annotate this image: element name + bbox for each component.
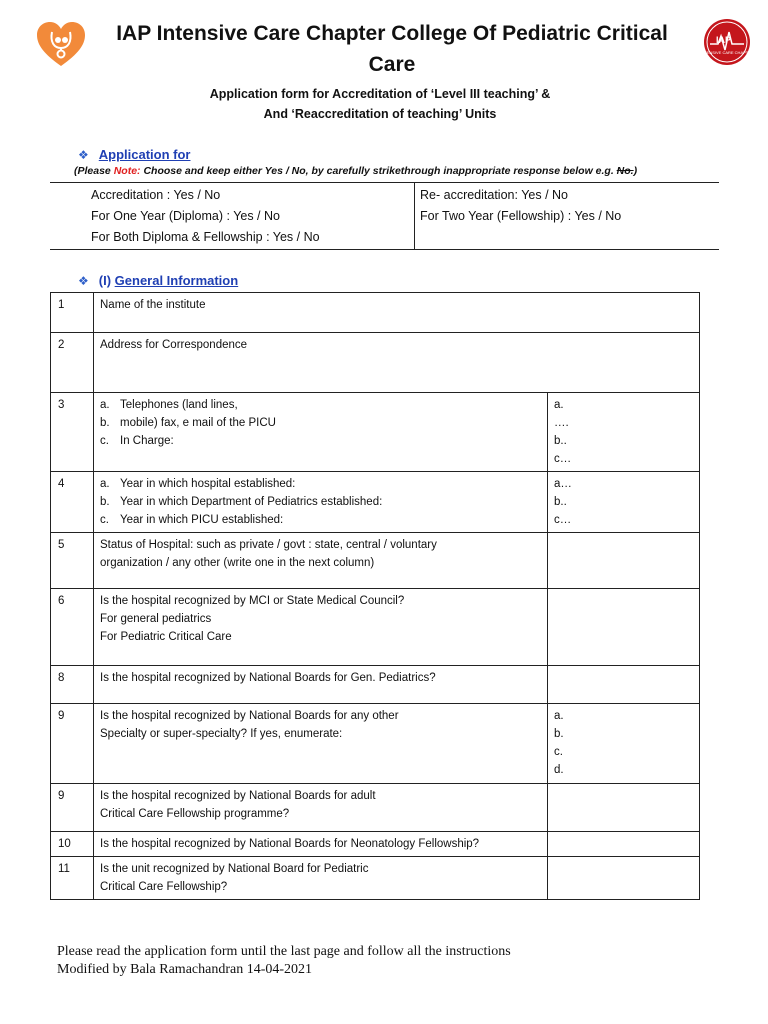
general-info-heading: ❖ (I) General Information [78,273,239,288]
diamond-bullet-icon: ❖ [78,274,89,288]
contact-answer-field[interactable]: a. …. b.. c… [548,393,700,472]
form-subtitle: Application form for Accreditation of ‘Level III teaching’ & And ‘Reaccreditation of teaching’ Units [209,87,551,121]
nbe-pediatrics-answer-field[interactable] [548,666,700,704]
logo-abbr: IAP [716,35,732,45]
accreditation-option[interactable]: Accreditation : Yes / No [91,188,221,202]
adult-cc-answer-field[interactable] [548,784,700,832]
diamond-bullet-icon: ❖ [78,148,89,162]
table-row: 3 a. Telephones (land lines, b. mobile) fax, e mail of the PICU c. In Charge: a. …. b.. c… [51,393,700,472]
logo-text: INTENSIVE CARE CHAPTER [702,50,752,55]
table-row: 10 Is the hospital recognized by National Boards for Neonatology Fellowship? [51,832,700,857]
status-answer-field[interactable] [548,533,700,589]
one-year-option[interactable]: For One Year (Diploma) : Yes / No [91,209,280,223]
table-row: 1 Name of the institute [51,293,700,333]
specialty-answer-field[interactable]: a. b. c. d. [548,704,700,784]
table-row: 9 Is the hospital recognized by National Boards for adult Critical Care Fellowship programme? [51,784,700,832]
table-row: 6 Is the hospital recognized by MCI or State Medical Council? For general pediatrics For Pediatric Critical Care [51,589,700,666]
table-row: 5 Status of Hospital: such as private / govt : state, central / voluntary organization / any other (write one in the next column) [51,533,700,589]
picc-answer-field[interactable] [548,857,700,900]
mci-answer-field[interactable] [548,589,700,666]
page-title: IAP Intensive Care Chapter College Of Pediatric Critical Care [116,22,668,76]
application-options-table [50,182,719,250]
table-row: 8 Is the hospital recognized by National Boards for Gen. Pediatrics? [51,666,700,704]
page-footer: Please read the application form until the last page and follow all the instructions Modified by Bala Ramachandran 14-04-2021 [57,944,511,977]
years-answer-field[interactable]: a… b.. c… [548,472,700,533]
institute-name-field[interactable]: Name of the institute [94,293,700,333]
two-year-option[interactable]: For Two Year (Fellowship) : Yes / No [420,209,622,223]
both-option[interactable]: For Both Diploma & Fellowship : Yes / No [91,230,320,244]
iap-chapter-logo-icon [702,16,752,68]
neonatology-answer-field[interactable] [548,832,700,857]
address-field[interactable]: Address for Correspondence [94,333,700,393]
general-info-table [50,292,700,900]
application-note: (Please Note: Choose and keep either Yes / No, by carefully strikethrough inappropriate response below e.g. No.) [74,165,638,177]
heart-logo-icon [34,18,88,70]
table-row: 11 Is the unit recognized by National Board for Pediatric Critical Care Fellowship? [51,857,700,900]
table-row: 9 Is the hospital recognized by National Boards for any other Specialty or super-specialty? If yes, enumerate: a. b. c. d. [51,704,700,784]
reaccreditation-option[interactable]: Re- accreditation: Yes / No [420,188,568,202]
table-row: 4 a. Year in which hospital established: b. Year in which Department of Pediatrics established: c. Year in which PICU established: a… b.. c… [51,472,700,533]
application-heading: ❖ Application for [78,147,191,162]
table-row: 2 Address for Correspondence [51,333,700,393]
